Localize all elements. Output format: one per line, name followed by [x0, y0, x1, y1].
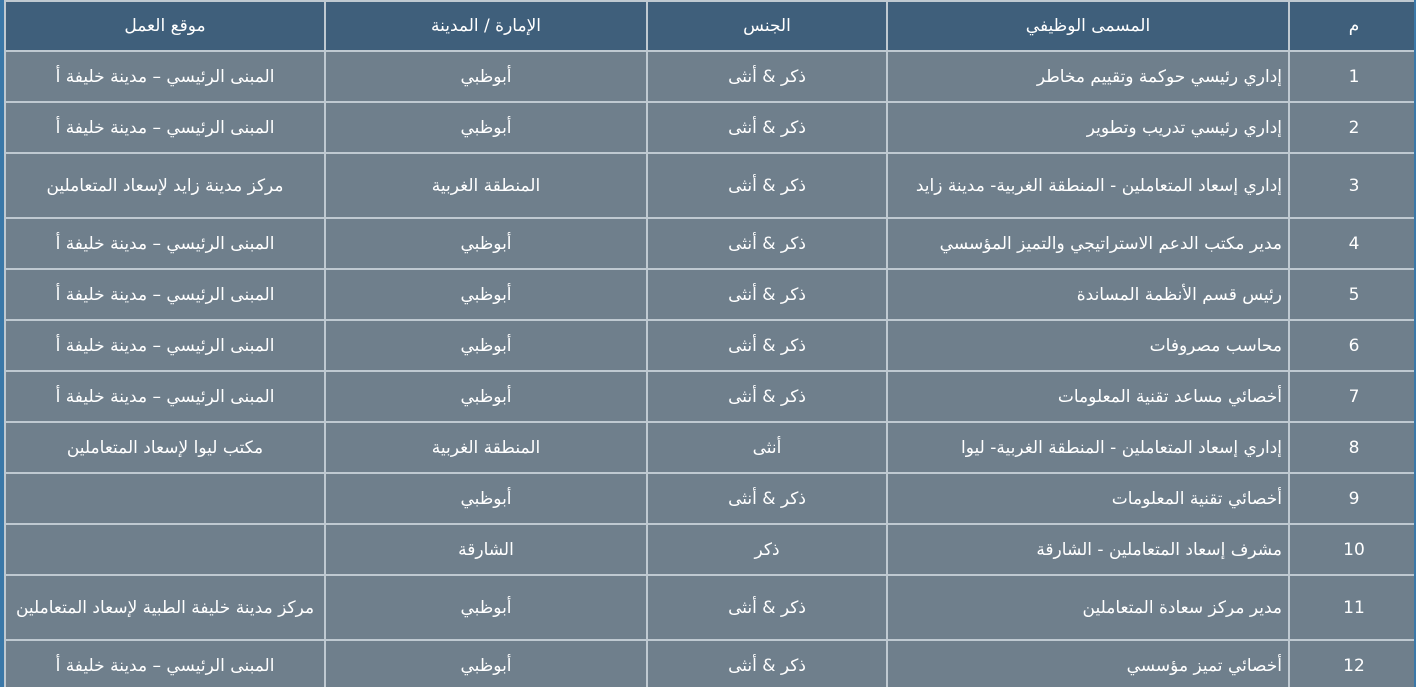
cell-num: 12	[1290, 641, 1414, 687]
cell-location: مركز مدينة زايد لإسعاد المتعاملين	[6, 154, 324, 217]
cell-num: 4	[1290, 219, 1414, 268]
cell-emirate: أبوظبي	[326, 641, 646, 687]
cell-location: المبنى الرئيسي – مدينة خليفة أ	[6, 321, 324, 370]
table-row	[6, 103, 1414, 152]
table-row	[6, 372, 1414, 421]
cell-emirate: أبوظبي	[326, 270, 646, 319]
cell-location: المبنى الرئيسي – مدينة خليفة أ	[6, 52, 324, 101]
cell-num: 11	[1290, 576, 1414, 639]
cell-gender: ذكر & أنثى	[648, 641, 886, 687]
cell-gender: ذكر & أنثى	[648, 103, 886, 152]
cell-emirate: الشارقة	[326, 525, 646, 574]
cell-num: 9	[1290, 474, 1414, 523]
cell-emirate: أبوظبي	[326, 219, 646, 268]
cell-num: 8	[1290, 423, 1414, 472]
cell-title: إداري رئيسي تدريب وتطوير	[888, 103, 1288, 152]
jobs-table	[4, 0, 1414, 687]
cell-gender: ذكر & أنثى	[648, 576, 886, 639]
table-row	[6, 52, 1414, 101]
cell-title: محاسب مصروفات	[888, 321, 1288, 370]
cell-location: مركز مدينة خليفة الطبية لإسعاد المتعاملين	[6, 576, 324, 639]
table-row	[6, 219, 1414, 268]
cell-gender: ذكر	[648, 525, 886, 574]
cell-location: المبنى الرئيسي – مدينة خليفة أ	[6, 219, 324, 268]
cell-title: أخصائي تقنية المعلومات	[888, 474, 1288, 523]
cell-gender: أنثى	[648, 423, 886, 472]
cell-gender: ذكر & أنثى	[648, 270, 886, 319]
cell-title: رئيس قسم الأنظمة المساندة	[888, 270, 1288, 319]
table-row	[6, 270, 1414, 319]
cell-location	[6, 474, 324, 523]
cell-num: 6	[1290, 321, 1414, 370]
cell-num: 3	[1290, 154, 1414, 217]
cell-num: 5	[1290, 270, 1414, 319]
cell-title: أخصائي تميز مؤسسي	[888, 641, 1288, 687]
cell-location	[6, 525, 324, 574]
cell-gender: ذكر & أنثى	[648, 372, 886, 421]
cell-num: 7	[1290, 372, 1414, 421]
cell-gender: ذكر & أنثى	[648, 219, 886, 268]
cell-title: أخصائي مساعد تقنية المعلومات	[888, 372, 1288, 421]
header-emirate: الإمارة / المدينة	[326, 2, 646, 50]
table-row	[6, 154, 1414, 217]
table-row	[6, 641, 1414, 687]
jobs-table-container	[4, 0, 1414, 687]
cell-title: مدير مركز سعادة المتعاملين	[888, 576, 1288, 639]
cell-gender: ذكر & أنثى	[648, 321, 886, 370]
cell-emirate: المنطقة الغربية	[326, 154, 646, 217]
cell-title: إداري إسعاد المتعاملين - المنطقة الغربية- مدينة زايد	[888, 154, 1288, 217]
cell-location: المبنى الرئيسي – مدينة خليفة أ	[6, 372, 324, 421]
cell-gender: ذكر & أنثى	[648, 474, 886, 523]
header-location: موقع العمل	[6, 2, 324, 50]
table-row	[6, 525, 1414, 574]
table-row	[6, 576, 1414, 639]
cell-num: 2	[1290, 103, 1414, 152]
cell-title: مشرف إسعاد المتعاملين - الشارقة	[888, 525, 1288, 574]
table-row	[6, 321, 1414, 370]
cell-location: المبنى الرئيسي – مدينة خليفة أ	[6, 270, 324, 319]
cell-title: مدير مكتب الدعم الاستراتيجي والتميز المؤسسي	[888, 219, 1288, 268]
table-row	[6, 423, 1414, 472]
cell-emirate: أبوظبي	[326, 321, 646, 370]
cell-emirate: أبوظبي	[326, 474, 646, 523]
cell-emirate: أبوظبي	[326, 372, 646, 421]
cell-emirate: أبوظبي	[326, 103, 646, 152]
table-header-row	[6, 2, 1414, 50]
cell-title: إداري إسعاد المتعاملين - المنطقة الغربية- ليوا	[888, 423, 1288, 472]
cell-emirate: أبوظبي	[326, 52, 646, 101]
cell-location: المبنى الرئيسي – مدينة خليفة أ	[6, 641, 324, 687]
cell-emirate: أبوظبي	[326, 576, 646, 639]
cell-location: مكتب ليوا لإسعاد المتعاملين	[6, 423, 324, 472]
cell-emirate: المنطقة الغربية	[326, 423, 646, 472]
cell-gender: ذكر & أنثى	[648, 52, 886, 101]
header-title: المسمى الوظيفي	[888, 2, 1288, 50]
cell-num: 1	[1290, 52, 1414, 101]
cell-location: المبنى الرئيسي – مدينة خليفة أ	[6, 103, 324, 152]
cell-num: 10	[1290, 525, 1414, 574]
header-num: م	[1290, 2, 1414, 50]
cell-title: إداري رئيسي حوكمة وتقييم مخاطر	[888, 52, 1288, 101]
cell-gender: ذكر & أنثى	[648, 154, 886, 217]
header-gender: الجنس	[648, 2, 886, 50]
table-row	[6, 474, 1414, 523]
